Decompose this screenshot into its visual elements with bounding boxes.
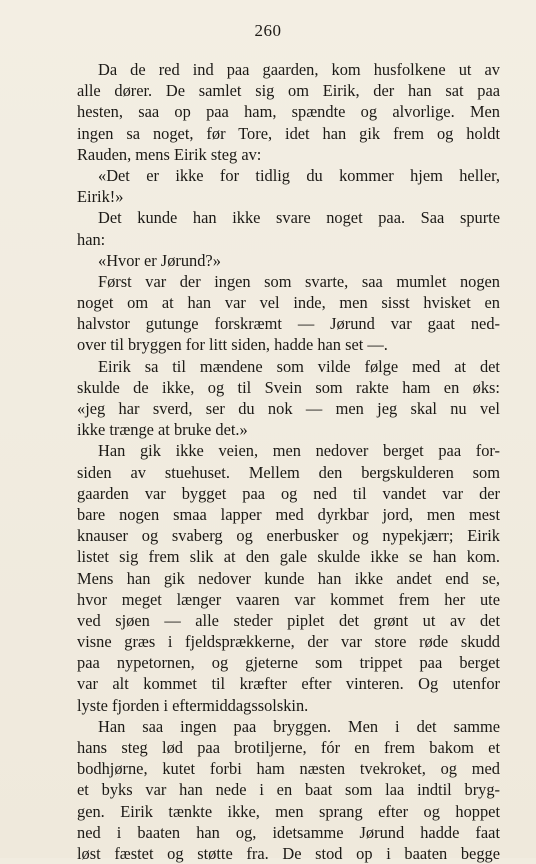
text-line: ved sjøen — alle steder piplet det grønt ut av det: [77, 610, 500, 630]
text-line: «Det er ikke for tidlig du kommer hjem heller,: [98, 165, 500, 185]
text-line: visne græs i fjeldsprækkerne, der var store røde skudd: [77, 632, 500, 652]
text-line: knauser og svaberg og enerbusker og nypekjærr; Eirik: [77, 526, 500, 546]
text-line: Rauden, mens Eirik steg av:: [77, 144, 262, 164]
text-line: Da de red ind paa gaarden, kom husfolkene ut av: [98, 60, 500, 79]
text-line: over til bryggen for litt siden, hadde han set —.: [77, 335, 388, 355]
text-line: Han gik ikke veien, men nedover berget paa for-: [98, 441, 500, 461]
text-line: Først var der ingen som svarte, saa mumlet nogen: [98, 271, 500, 291]
text-line: hans steg lød paa brotiljerne, fór en frem bakom et: [77, 738, 500, 757]
text-line: han:: [77, 229, 106, 249]
text-line: ingen sa noget, før Tore, idet han gik frem og holdt: [77, 123, 500, 143]
text-line: Det kunde han ikke svare noget paa. Saa spurte: [98, 208, 500, 228]
text-line: ned i baaten han og, idetsamme Jørund hadde faat: [77, 822, 500, 842]
text-line: gaarden var bygget paa og ned til vandet var der: [77, 483, 500, 503]
text-line: skulde de ikke, og til Svein som rakte ham en øks:: [77, 377, 500, 397]
text-line: paa nypetornen, og gjeterne som trippet paa berget: [77, 653, 500, 673]
text-line: var alt kommet til kræfter efter vinteren. Og utenfor: [77, 674, 500, 694]
text-line: bodhjørne, kutet forbi ham næsten tvekroket, og med: [77, 759, 500, 779]
text-line: hvor meget længer vaaren var kommet frem her ute: [77, 589, 500, 609]
text-line: halvstor gutunge forskræmt — Jørund var gaat ned-: [77, 314, 500, 334]
text-line: «jeg har sverd, ser du nok — men jeg skal nu vel: [77, 399, 500, 418]
text-line: Eirik sa til mændene som vilde følge med at det: [98, 356, 500, 376]
text-line: «Hvor er Jørund?»: [98, 250, 221, 270]
page-number: 260: [254, 21, 282, 40]
text-line: lyste fjorden i eftermiddagssolskin.: [77, 695, 309, 715]
text-line: listet sig frem slik at den gale skulde ikke se han kom.: [77, 547, 500, 567]
text-line: ikke trænge at bruke det.»: [77, 420, 248, 440]
text-line: hesten, saa op paa ham, spændte og alvorlige. Men: [77, 102, 500, 122]
text-line: Eirik!»: [77, 187, 124, 207]
body-text: [77, 59, 500, 864]
text-line: bare nogen smaa lapper med dyrkbar jord, men mest: [77, 504, 500, 524]
text-line: siden av stuehuset. Mellem den bergskulderen som: [77, 462, 500, 482]
text-line: alle dører. De samlet sig om Eirik, der han sat paa: [77, 81, 500, 101]
text-line: Mens han gik nedover kunde han ikke andet end se,: [77, 568, 500, 588]
text-line: Han saa ingen paa bryggen. Men i det samme: [98, 716, 500, 736]
text-line: gen. Eirik tænkte ikke, men sprang efter og hoppet: [77, 801, 500, 821]
text-line: løst fæstet og støtte fra. De stod op i baaten begge: [77, 843, 500, 863]
text-line: et byks var han nede i en baat som laa indtil bryg-: [77, 780, 500, 800]
text-line: noget om at han var vel inde, men sisst hvisket en: [77, 293, 500, 313]
